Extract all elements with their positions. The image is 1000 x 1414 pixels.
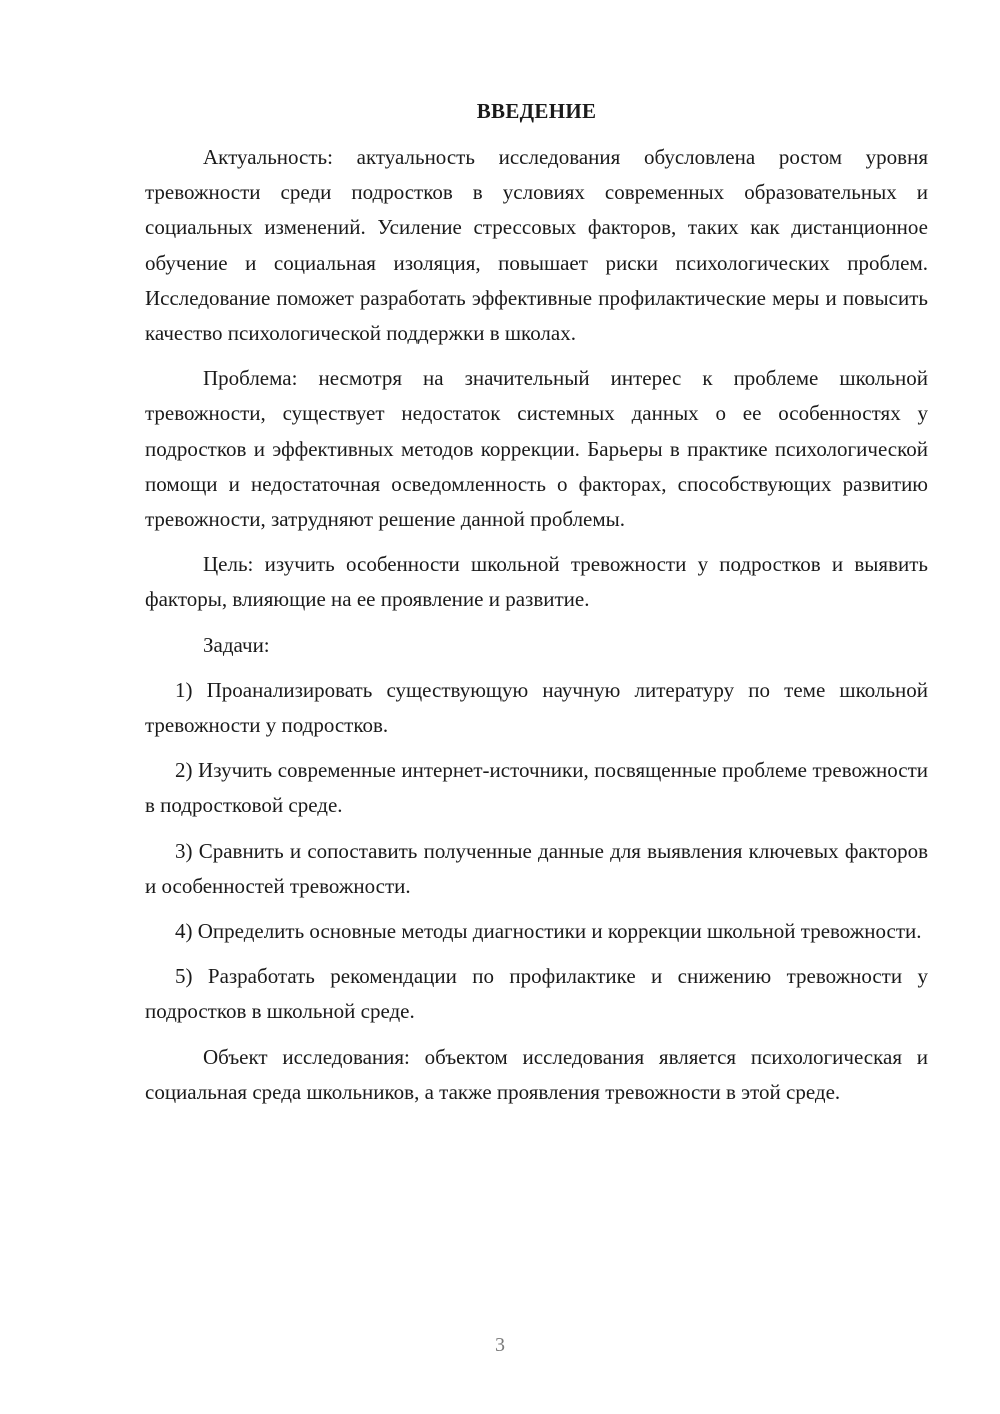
paragraph-tasks-heading: Задачи: <box>203 632 270 657</box>
paragraph-relevance: Актуальность: актуальность исследования обусловлена ростом уровня тревожности среди подростков в условиях современных образовательных и социальных изменений. Усиление стрессовых факторов, таких как дистанционное обучение и социальная изоляция, повышает риски психологических проблем. Исследование поможет разработать эффективные профилактические меры и повысить качество психологической поддержки в школах. <box>145 145 928 346</box>
task-item-2: 2) Изучить современные интернет-источники, посвященные проблеме тревожности в подростковой среде. <box>145 758 928 818</box>
task-item-4: 4) Определить основные методы диагностики и коррекции школьной тревожности. <box>175 919 922 944</box>
page-number: 3 <box>495 1334 505 1356</box>
paragraph-object: Объект исследования: объектом исследования является психологическая и социальная среда школьников, а также проявления тревожности в этой среде. <box>145 1044 928 1104</box>
paragraph-problem: Проблема: несмотря на значительный интерес к проблеме школьной тревожности, существует недостаток системных данных о ее особенностях у подростков и эффективных методов коррекции. Барьеры в практике психологической помощи и недостаточная осведомленность о факторах, способствующих развитию тревожности, затрудняют решение данной проблемы. <box>145 366 928 532</box>
task-item-1: 1) Проанализировать существующую научную литературу по теме школьной тревожности у подростков. <box>145 677 928 738</box>
document-page <box>145 96 928 1120</box>
task-item-5: 5) Разработать рекомендации по профилактике и снижению тревожности у подростков в школьной среде. <box>145 964 928 1024</box>
paragraph-goal: Цель: изучить особенности школьной тревожности у подростков и выявить факторы, влияющие на ее проявление и развитие. <box>145 552 928 612</box>
section-heading: ВВЕДЕНИЕ <box>476 99 597 123</box>
task-item-3: 3) Сравнить и сопоставить полученные данные для выявления ключевых факторов и особенностей тревожности. <box>145 838 928 898</box>
